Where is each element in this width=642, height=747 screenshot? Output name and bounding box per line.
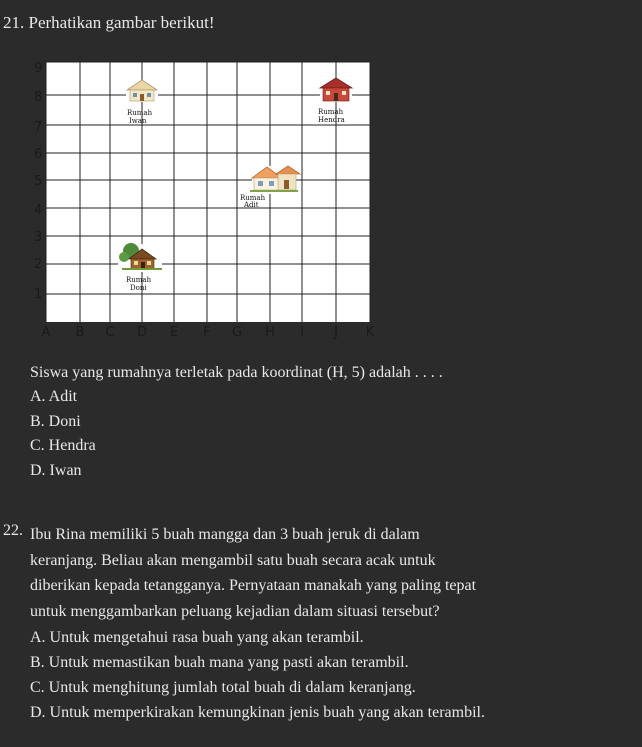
x-label: A bbox=[41, 325, 51, 340]
x-label: E bbox=[169, 325, 179, 340]
x-label: H bbox=[265, 325, 275, 340]
x-label: J bbox=[334, 325, 338, 340]
option-d[interactable]: D. Untuk memperkirakan kemungkinan jenis buah yang akan terambil. bbox=[30, 704, 485, 721]
x-label: K bbox=[365, 325, 375, 340]
question-22-line: untuk menggambarkan peluang kejadian dalam situasi tersebut? bbox=[30, 603, 440, 621]
y-label: 3 bbox=[34, 230, 43, 245]
house-label: Adit bbox=[244, 201, 259, 209]
x-label: C bbox=[105, 325, 115, 340]
x-label: D bbox=[136, 325, 148, 340]
x-label: I bbox=[300, 325, 304, 340]
question-22-text bbox=[30, 522, 590, 625]
question-22-line: Ibu Rina memiliki 5 buah mangga dan 3 buah jeruk di dalam bbox=[30, 526, 420, 543]
house-label: Iwan bbox=[129, 117, 147, 125]
x-label: F bbox=[203, 325, 211, 340]
coordinate-grid-figure bbox=[30, 58, 375, 344]
option-a[interactable]: A. Adit bbox=[30, 388, 78, 405]
house-label: Rumah bbox=[127, 109, 153, 117]
y-label: 2 bbox=[34, 257, 43, 272]
option-c[interactable]: C. Hendra bbox=[30, 437, 96, 454]
y-label: 1 bbox=[34, 287, 43, 302]
question-21-options bbox=[30, 387, 96, 485]
house-label: Doni bbox=[130, 284, 147, 292]
y-label: 5 bbox=[34, 174, 43, 189]
question-21-text: Siswa yang rumahnya terletak pada koordinat (H, 5) adalah . . . . bbox=[30, 364, 443, 381]
question-22-line: keranjang. Beliau akan mengambil satu buah secara acak untuk bbox=[30, 551, 436, 569]
y-label: 7 bbox=[34, 120, 43, 135]
option-a[interactable]: A. Untuk mengetahui rasa buah yang akan terambil. bbox=[30, 629, 364, 646]
house-label: Rumah bbox=[126, 276, 152, 284]
house-label: Hendra bbox=[318, 116, 345, 124]
x-label: G bbox=[231, 325, 243, 340]
y-label: 4 bbox=[34, 203, 43, 218]
house-label: Rumah bbox=[318, 108, 344, 116]
y-label: 8 bbox=[34, 90, 43, 105]
option-b[interactable]: B. Untuk memastikan buah mana yang pasti akan terambil. bbox=[30, 654, 409, 671]
option-b[interactable]: B. Doni bbox=[30, 412, 81, 430]
question-22-line: diberikan kepada tetangganya. Pernyataan manakah yang paling tepat bbox=[30, 577, 477, 595]
y-label: 9 bbox=[34, 61, 43, 76]
question-22-number: 22. bbox=[3, 522, 23, 539]
x-label: B bbox=[75, 325, 85, 340]
house-label: Rumah bbox=[240, 194, 266, 202]
question-21-title: 21. Perhatikan gambar berikut! bbox=[3, 13, 215, 32]
option-d[interactable]: D. Iwan bbox=[30, 461, 82, 479]
y-label: 6 bbox=[34, 147, 43, 162]
question-22-options bbox=[30, 628, 485, 728]
option-c[interactable]: C. Untuk menghitung jumlah total buah di dalam keranjang. bbox=[30, 679, 416, 696]
